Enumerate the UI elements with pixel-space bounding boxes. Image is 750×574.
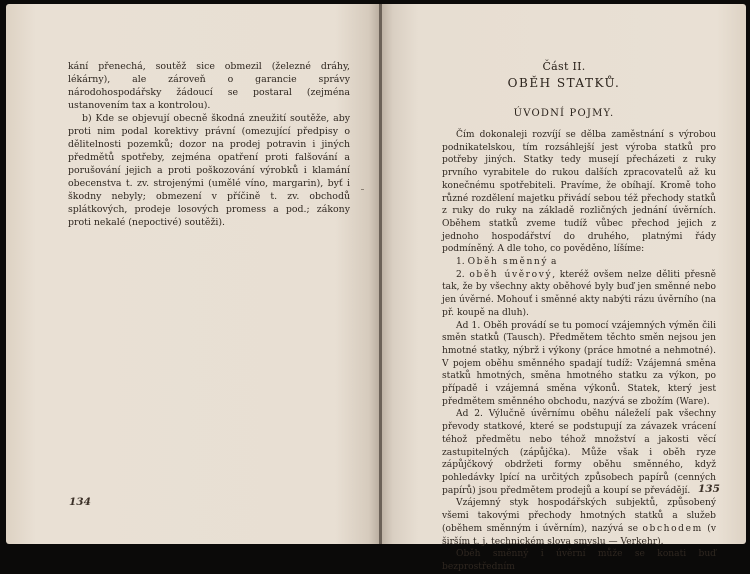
list-item-1-term: Oběh směnný xyxy=(467,257,549,268)
part-title: Část II. xyxy=(542,60,586,73)
list-item-2-number: 2. xyxy=(456,269,470,280)
left-paragraph-1: kání přenechá, soutěž sice obmezil (železné dráhy, lékárny), ale zároveň o garancie správy národohospodářsky žádoucí se postaral (zejména ustanovením tax a kontrolou). xyxy=(68,61,350,111)
ad2-paragraph: Ad 2. Výlučně úvěrnímu oběhu náleželí pak všechny převody statkové, které se podstupují za závazek vrácení téhož předmětu nebo téhož množství a jakosti věcí zastupitelných (zápůjčka). Může však i oběh ryze zápůjčkový obdržeti formy oběhu směnného, když pohledávky lpící na určitých způsobech papírů (cenných papírů) jsou předmětem prodejů a koupí se převádějí. xyxy=(442,409,716,496)
ad1-paragraph: Ad 1. Oběh provádí se tu pomocí vzájemných výměn čili směn statků (Tausch). Předmětem těchto směn nejsou jen hmotné statky, nýbrž i výkony (práce hmotné a nehmotné). V pojem oběhu směnného spadají tudíž: Vzájemná směna statků hmotných, směna hmotného statku za výkon, po případě i vzájemná směna výkonů. Statek, který jest předmětem směnného obchodu, nazývá se zbožím (Ware). xyxy=(442,320,716,407)
list-item-1 xyxy=(442,256,716,269)
right-page xyxy=(382,4,746,572)
list-item-1-number: 1. xyxy=(456,257,468,268)
list-item-2-term: oběh úvěrový xyxy=(469,269,553,280)
styk-text-b: (v širším t. j. technickém slova smyslu — Verkehr). xyxy=(442,523,716,547)
left-page-text xyxy=(68,60,350,229)
subsection-title: ÚVODNÍ POJMY. xyxy=(513,108,615,119)
page-number-left: 134 xyxy=(69,496,91,508)
styk-term: obchodem xyxy=(642,523,703,534)
right-page-text xyxy=(442,129,716,574)
last-paragraph: Oběh směnný i úvěrní může se konati buď bezprostředním xyxy=(442,549,716,572)
book-spread xyxy=(6,4,746,572)
page-number-right: 135 xyxy=(698,483,720,495)
list-item-1-suffix: a xyxy=(548,257,557,268)
left-page xyxy=(6,4,380,544)
list-item-2 xyxy=(442,269,716,320)
section-title: OBĚH STATKŮ. xyxy=(507,76,621,90)
styk-text-a: Vzájemný styk hospodářských subjektů, způsobený všemi takovými přechody hmotných statků a služeb (oběhem směnným i úvěrním), nazývá se xyxy=(442,498,716,534)
styk-paragraph xyxy=(442,497,716,548)
left-paragraph-2: b) Kde se objevují obecně škodná zneužití soutěže, aby proti nim podal korektivy právní (omezující předpisy o dělitelnosti pozemků; dozor na prodej potravin i jiných předmětů spotřeby, zejména opatření proti falšování a porušování jejich a proti poškozování výrobků i klamání obecenstva t. zv. strojenými (umělé víno, margarin), byť i škodny nebyly; obmezení v příčině t. zv. obchodů splátkových, prodeje losových promess a pod.; zákony proti nekalé (nepoctivé) soutěži). xyxy=(68,113,350,228)
list-item-2-text: , kteréž ovšem nelze děliti přesně tak, že by všechny akty oběhové byly buď jen směnné nebo jen úvěrné. Mohouť i směnné akty nabýti rázu úvěrního (na př. koupě na dluh). xyxy=(442,269,716,318)
page-mark xyxy=(361,189,364,190)
right-paragraph-1: Čím dokonaleji rozvíjí se dělba zaměstnání s výrobou podnikatelskou, tím rozsáhlejší jest výroba statků pro potřeby jiných. Statky tedy musejí přecházeti z ruky prvního vyrabitele do rukou dalších zpracovatelů až ku konečnému spotřebiteli. Pravíme, že obíhají. Kromě toho různé rozdělení majetku přivádí sebou též přechody statků z ruky do ruky na základě rozličných jednání úvěrních. Oběhem statků zveme tudíž vůbec přechod jejich z jednoho hospodářství do druhého, platnými řády podmíněný. A dle toho, co pověděno, líšíme: xyxy=(442,130,716,255)
